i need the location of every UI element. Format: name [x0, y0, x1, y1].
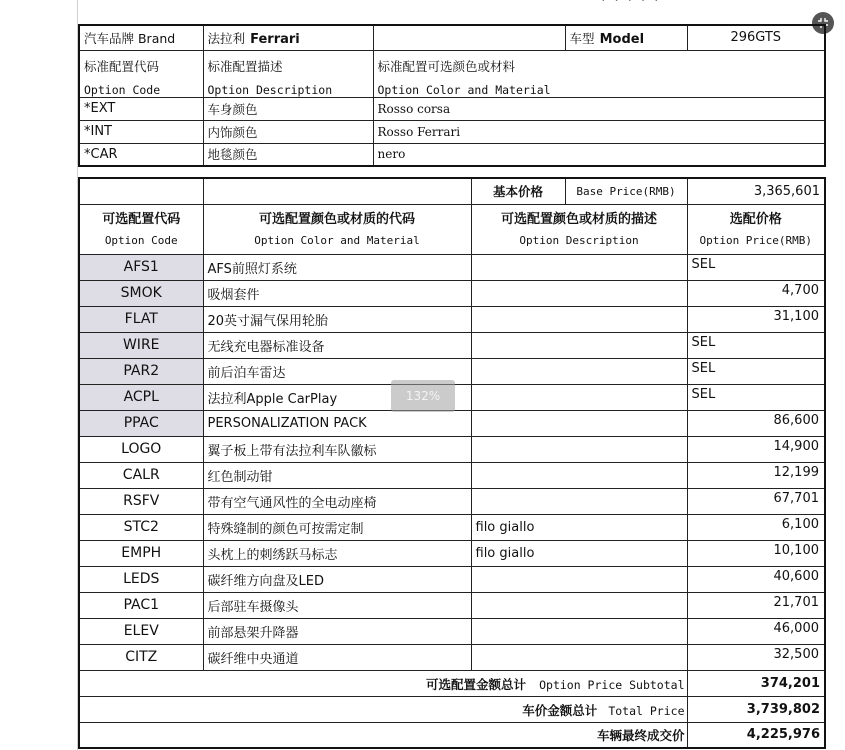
option-code: WIRE [79, 332, 203, 358]
option-description [471, 592, 687, 618]
option-row [79, 462, 825, 488]
option-row [79, 254, 825, 280]
std-desc-header: 标准配置描述 Option Description [203, 50, 373, 97]
option-name: 法拉利Apple CarPlay [203, 384, 471, 410]
model-value: 296GTS [687, 25, 825, 50]
option-code: STC2 [79, 514, 203, 540]
option-row [79, 592, 825, 618]
option-code: CITZ [79, 644, 203, 670]
option-price: 46,000 [687, 618, 825, 644]
total-label-en: Total Price [608, 703, 685, 718]
option-code: LOGO [79, 436, 203, 462]
std-color-header: 标准配置可选颜色或材料 Option Color and Material [373, 50, 825, 97]
final-price-row [79, 722, 825, 748]
option-code: PAR2 [79, 358, 203, 384]
option-row [79, 566, 825, 592]
std-row: *CAR 地毯颜色 nero [79, 143, 825, 166]
option-name: 翼子板上带有法拉利车队徽标 [203, 436, 471, 462]
option-name: 吸烟套件 [203, 280, 471, 306]
option-name: 特殊缝制的颜色可按需定制 [203, 514, 471, 540]
option-row [79, 540, 825, 566]
option-code: LEDS [79, 566, 203, 592]
total-label: 车价金额总计 [522, 702, 598, 718]
options-header-row: 可选配置代码 Option Code 可选配置颜色或材质的代码 Option Color and Material 可选配置颜色或材质的描述 Option Description 选配价格 Option Price(RMB) [79, 204, 825, 254]
brand-label: 汽车品牌 Brand [79, 25, 203, 50]
option-row [79, 306, 825, 332]
std-row: *EXT 车身颜色 Rosso corsa [79, 97, 825, 120]
option-code: AFS1 [79, 254, 203, 280]
base-price-label: 基本价格 [471, 178, 565, 204]
option-description [471, 644, 687, 670]
option-description [471, 462, 687, 488]
standard-config-table [78, 24, 826, 167]
base-price-label-en: Base Price(RMB) [565, 178, 687, 204]
option-description [471, 280, 687, 306]
option-code: RSFV [79, 488, 203, 514]
option-description [471, 488, 687, 514]
option-price: SEL [687, 384, 825, 410]
option-price: 4,700 [687, 280, 825, 306]
model-label: 车型 Model [565, 25, 687, 50]
option-price: 40,600 [687, 566, 825, 592]
option-price: 31,100 [687, 306, 825, 332]
option-name: PERSONALIZATION PACK [203, 410, 471, 436]
option-description: filo giallo [471, 540, 687, 566]
option-description [471, 254, 687, 280]
option-code: PAC1 [79, 592, 203, 618]
option-description [471, 332, 687, 358]
option-code: SMOK [79, 280, 203, 306]
option-row [79, 410, 825, 436]
option-price: 14,900 [687, 436, 825, 462]
option-row [79, 644, 825, 670]
option-name: 前部悬架升降器 [203, 618, 471, 644]
option-description [471, 410, 687, 436]
option-name: 头枕上的刺绣跃马标志 [203, 540, 471, 566]
option-name: AFS前照灯系统 [203, 254, 471, 280]
option-description [471, 436, 687, 462]
option-code: PPAC [79, 410, 203, 436]
subtotal-label: 可选配置金额总计 [425, 676, 526, 692]
option-code: ACPL [79, 384, 203, 410]
final-price-value: 4,225,976 [687, 722, 825, 748]
option-name: 带有空气通风性的全电动座椅 [203, 488, 471, 514]
option-name: 碳纤维方向盘及LED [203, 566, 471, 592]
total-row [79, 696, 825, 722]
final-price-label: 车辆最终成交价 [596, 728, 685, 744]
option-price: 6,100 [687, 514, 825, 540]
option-description: filo giallo [471, 514, 687, 540]
option-code: ELEV [79, 618, 203, 644]
option-name: 20英寸漏气保用轮胎 [203, 306, 471, 332]
std-code-header: 标准配置代码 Option Code [79, 50, 203, 97]
option-row [79, 488, 825, 514]
option-description [471, 384, 687, 410]
zoom-level-badge: 132% [391, 380, 455, 412]
cut-off-header-text: · · · · · [600, 0, 660, 7]
option-description [471, 306, 687, 332]
empty-cell [373, 25, 565, 50]
option-row [79, 332, 825, 358]
option-description [471, 618, 687, 644]
option-price: 10,100 [687, 540, 825, 566]
base-price-row [79, 178, 825, 204]
option-row [79, 436, 825, 462]
option-name: 前后泊车雷达 [203, 358, 471, 384]
subtotal-row [79, 670, 825, 696]
option-price: 12,199 [687, 462, 825, 488]
option-price: 67,701 [687, 488, 825, 514]
option-price: SEL [687, 332, 825, 358]
total-value: 3,739,802 [687, 696, 825, 722]
option-name: 碳纤维中央通道 [203, 644, 471, 670]
option-description [471, 566, 687, 592]
option-code: FLAT [79, 306, 203, 332]
option-row [79, 280, 825, 306]
option-code: CALR [79, 462, 203, 488]
option-price: SEL [687, 254, 825, 280]
option-description [471, 358, 687, 384]
option-price: SEL [687, 358, 825, 384]
option-row [79, 618, 825, 644]
options-price-table [78, 177, 826, 749]
std-row: *INT 内饰颜色 Rosso Ferrari [79, 120, 825, 143]
option-name: 无线充电器标准设备 [203, 332, 471, 358]
option-name: 后部驻车摄像头 [203, 592, 471, 618]
option-price: 21,701 [687, 592, 825, 618]
option-price: 32,500 [687, 644, 825, 670]
option-price: 86,600 [687, 410, 825, 436]
brand-value: 法拉利 Ferrari [203, 25, 373, 50]
subtotal-label-en: Option Price Subtotal [539, 677, 685, 692]
option-name: 红色制动钳 [203, 462, 471, 488]
option-code: EMPH [79, 540, 203, 566]
option-row [79, 514, 825, 540]
base-price-value: 3,365,601 [687, 178, 825, 204]
subtotal-value: 374,201 [687, 670, 825, 696]
